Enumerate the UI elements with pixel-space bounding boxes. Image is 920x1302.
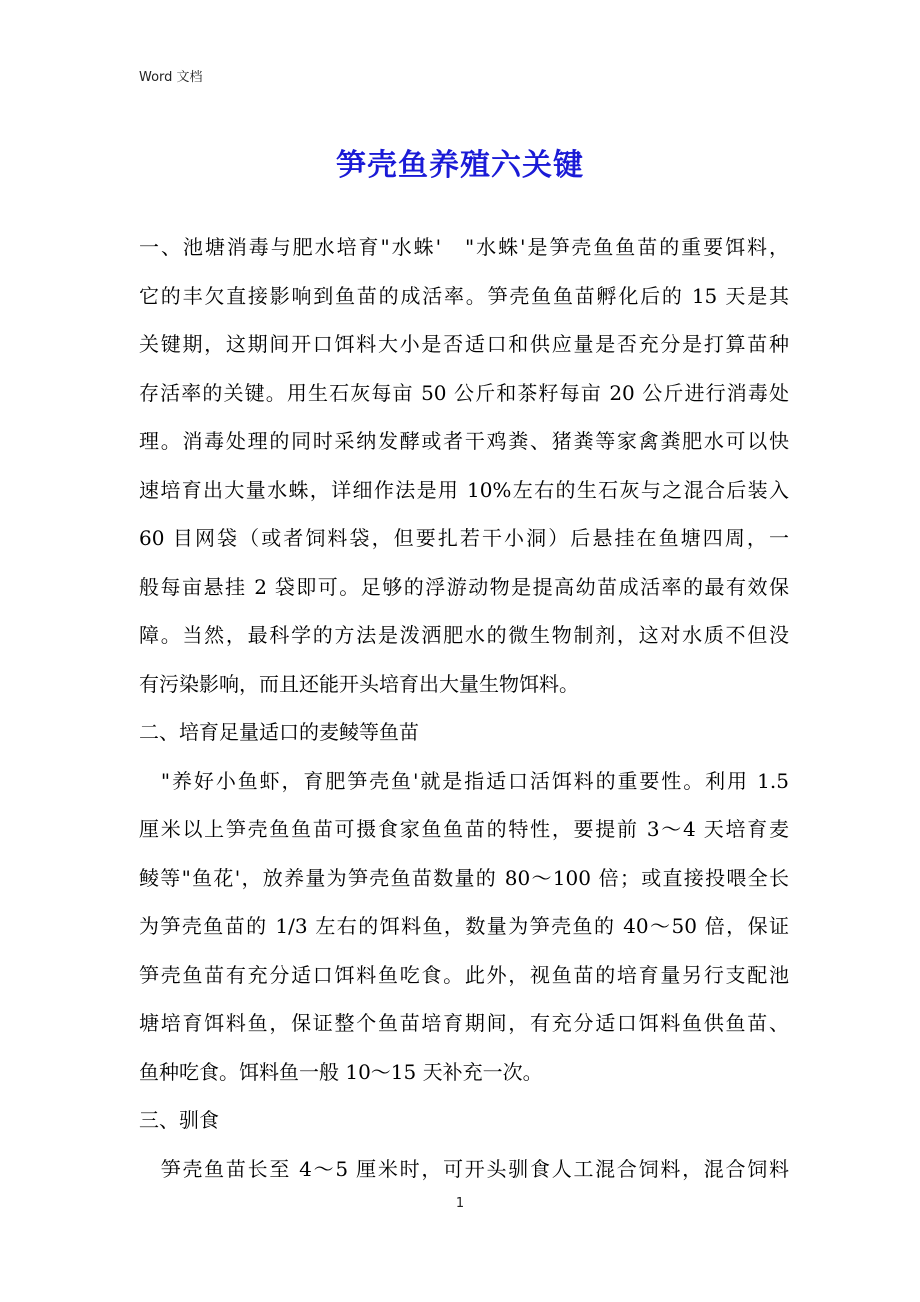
- page-number: 1: [455, 1196, 465, 1211]
- body-line: 有污染影响，而且还能开头培育出大量生物饵料。: [139, 672, 579, 696]
- body-line: 二、培育足量适口的麦鲮等鱼苗: [139, 720, 419, 744]
- body-line: 速培育出大量水蛛，详细作法是用 10%左右的生石灰与之混合后装入: [139, 478, 789, 502]
- body-line: 鱼种吃食。饵料鱼一般 10～15 天补充一次。: [139, 1060, 543, 1084]
- body-line: 它的丰欠直接影响到鱼苗的成活率。笋壳鱼鱼苗孵化后的 15 天是其: [139, 284, 789, 308]
- body-line: 存活率的关键。用生石灰每亩 50 公斤和茶籽每亩 20 公斤进行消毒处: [139, 381, 789, 405]
- page-header: Word 文档: [139, 70, 203, 85]
- body-line: 笋壳鱼苗有充分适口饵料鱼吃食。此外，视鱼苗的培育量另行支配池: [139, 963, 789, 987]
- body-line: 60 目网袋（或者饲料袋，但要扎若干小洞）后悬挂在鱼塘四周，一: [139, 526, 789, 550]
- body-line: 关键期，这期间开口饵料大小是否适口和供应量是否充分是打算苗种: [139, 332, 789, 356]
- body-line: 厘米以上笋壳鱼鱼苗可摄食家鱼鱼苗的特性，要提前 3～4 天培育麦: [139, 817, 789, 841]
- body-line: 障。当然，最科学的方法是泼洒肥水的微生物制剂，这对水质不但没: [139, 623, 789, 647]
- body-line: 鲮等"鱼花'，放养量为笋壳鱼苗数量的 80～100 倍；或直接投喂全长: [139, 866, 789, 890]
- body-line: 三、驯食: [139, 1108, 219, 1132]
- body-line: 一、池塘消毒与肥水培育"水蛛' "水蛛'是笋壳鱼鱼苗的重要饵料，: [139, 235, 789, 259]
- document-title: 笋壳鱼养殖六关键: [336, 148, 584, 183]
- body-line: 理。消毒处理的同时采纳发酵或者干鸡粪、猪粪等家禽粪肥水可以快: [139, 429, 789, 453]
- body-line: 为笋壳鱼苗的 1/3 左右的饵料鱼，数量为笋壳鱼的 40～50 倍，保证: [139, 914, 789, 938]
- body-line: 塘培育饵料鱼，保证整个鱼苗培育期间，有充分适口饵料鱼供鱼苗、: [139, 1011, 789, 1035]
- body-line: "养好小鱼虾，育肥笋壳鱼'就是指适口活饵料的重要性。利用 1.5: [139, 769, 789, 793]
- body-line: 般每亩悬挂 2 袋即可。足够的浮游动物是提高幼苗成活率的最有效保: [139, 575, 789, 599]
- body-line: 笋壳鱼苗长至 4～5 厘米时，可开头驯食人工混合饲料，混合饲料: [139, 1157, 789, 1181]
